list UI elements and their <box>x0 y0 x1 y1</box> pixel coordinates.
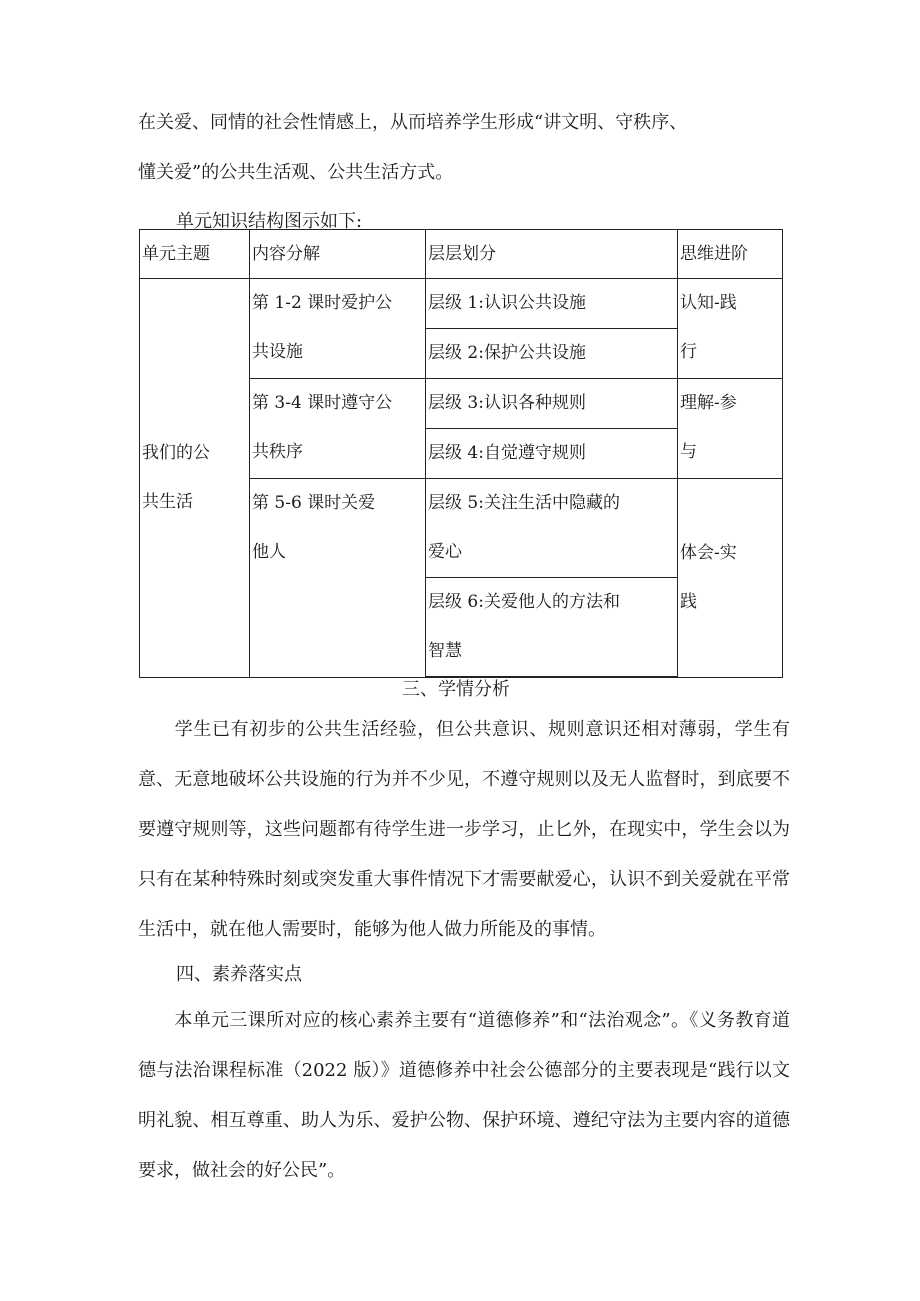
progression-cell-1: 认知-践行 <box>678 279 783 379</box>
level-cell-5: 层级 5:关注生活中隐藏的爱心 <box>426 479 678 578</box>
header-progression: 思维进阶 <box>678 230 783 279</box>
lesson-cell-1: 第 1-2 课时爱护公共设施 <box>250 279 426 379</box>
header-content: 内容分解 <box>250 230 426 279</box>
level-cell-1: 层级 1:认识公共设施 <box>426 279 678 329</box>
level-cell-2: 层级 2:保护公共设施 <box>426 329 678 379</box>
level-cell-4: 层级 4:自觉遵守规则 <box>426 429 678 479</box>
intro-line-2: 懂关爱”的公共生活观、公共生活方式。 <box>138 162 454 183</box>
header-theme: 单元主题 <box>140 230 250 279</box>
table-row <box>140 279 783 329</box>
section4-body: 本单元三课所对应的核心素养主要有“道德修养”和“法治观念”。《义务教育道德与法治课程标准（2022 版）》道德修养中社会公德部分的主要表现是“践行以文明礼貌、相互尊重、助人为乐、爱护公物、保护环境、遵纪守法为主要内容的道德要求，做社会的好公民”。 <box>138 1010 790 1181</box>
section3-title: 三、学情分析 <box>402 679 510 700</box>
level-cell-3: 层级 3:认识各种规则 <box>426 379 678 429</box>
theme-cell: 我们的公共生活 <box>140 279 250 678</box>
lesson-cell-3: 第 5-6 课时关爱他人 <box>250 479 426 678</box>
section4-title: 四、素养落实点 <box>176 964 302 985</box>
progression-cell-2: 理解-参与 <box>678 379 783 479</box>
table-header-row <box>140 230 783 279</box>
table-caption: 单元知识结构图示如下: <box>176 211 363 232</box>
section3-body: 学生已有初步的公共生活经验，但公共意识、规则意识还相对薄弱，学生有意、无意地破坏公共设施的行为并不少见，不遵守规则以及无人监督时，到底要不要遵守规则等，这些问题都有待学生进一步学习，止匕外，在现实中，学生会以为只有在某种特殊时刻或突发重大事件情况下才需要献爱心，认识不到关爱就在平常生活中，就在他人需要时，能够为他人做力所能及的事情。 <box>138 719 790 940</box>
intro-line-1: 在关爱、同情的社会性情感上，从而培养学生形成“讲文明、守秩序、 <box>138 112 688 133</box>
lesson-cell-2: 第 3-4 课时遵守公共秩序 <box>250 379 426 479</box>
level-cell-6: 层级 6:关爱他人的方法和智慧 <box>426 578 678 677</box>
progression-cell-3: 体会-实践 <box>678 479 783 678</box>
header-levels: 层层划分 <box>426 230 678 279</box>
knowledge-structure-table <box>139 229 783 678</box>
